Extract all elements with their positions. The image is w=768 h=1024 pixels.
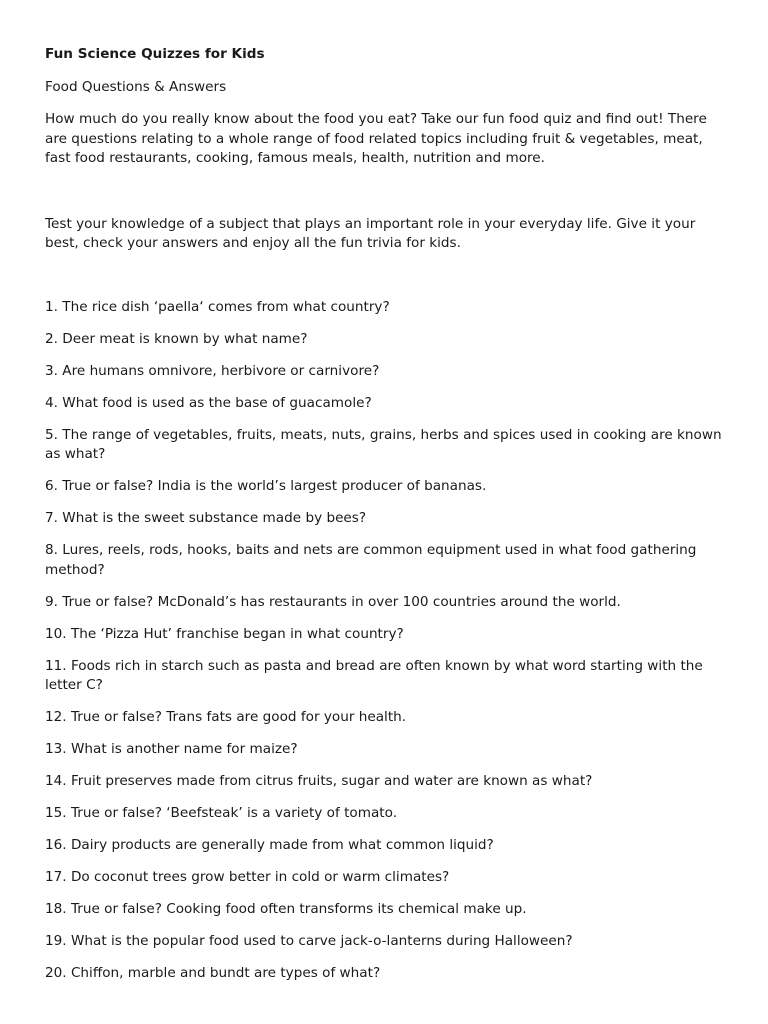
question-item: 11. Foods rich in starch such as pasta and bread are often known by what word starting with the letter C? — [45, 657, 703, 693]
question-item: 12. True or false? Trans fats are good for your health. — [45, 709, 407, 725]
question-item: 13. What is another name for maize? — [45, 741, 298, 757]
question-item: 10. The ‘Pizza Hut’ franchise began in what country? — [45, 625, 404, 642]
question-item: 3. Are humans omnivore, herbivore or carnivore? — [45, 362, 380, 379]
document-title: Fun Science Quizzes for Kids — [45, 46, 265, 62]
question-item: 4. What food is used as the base of guacamole? — [45, 394, 372, 411]
intro-paragraph: Test your knowledge of a subject that plays an important role in your everyday life. Give it your best, check your answers and enjoy all the fun trivia for kids. — [45, 215, 696, 251]
question-item: 16. Dairy products are generally made from what common liquid? — [45, 837, 494, 853]
question-item: 14. Fruit preserves made from citrus fruits, sugar and water are known as what? — [45, 773, 593, 789]
document-subtitle: Food Questions & Answers — [45, 78, 227, 95]
question-list — [45, 298, 728, 984]
question-item: 2. Deer meat is known by what name? — [45, 330, 308, 347]
question-item: 9. True or false? McDonald’s has restaurants in over 100 countries around the world. — [45, 593, 621, 610]
question-item: 18. True or false? Cooking food often transforms its chemical make up. — [45, 901, 527, 917]
intro-paragraph: How much do you really know about the food you eat? Take our fun food quiz and find out! There are questions relating to a whole range of food related topics including fruit & vegetables, meat, fast food restaurants, cooking, famous meals, health, nutrition and more. — [45, 111, 707, 166]
question-item: 5. The range of vegetables, fruits, meats, nuts, grains, herbs and spices used in cooking are known as what? — [45, 426, 722, 462]
question-item: 1. The rice dish ‘paella‘ comes from what country? — [45, 298, 390, 315]
question-item: 6. True or false? India is the world’s largest producer of bananas. — [45, 478, 487, 494]
question-item: 17. Do coconut trees grow better in cold or warm climates? — [45, 869, 450, 885]
question-item: 7. What is the sweet substance made by bees? — [45, 510, 367, 526]
question-item: 8. Lures, reels, rods, hooks, baits and nets are common equipment used in what food gathering method? — [45, 542, 697, 578]
question-item: 15. True or false? ‘Beefsteak’ is a variety of tomato. — [45, 805, 398, 821]
question-item: 20. Chiffon, marble and bundt are types of what? — [45, 965, 381, 981]
question-item: 19. What is the popular food used to carve jack-o-lanterns during Halloween? — [45, 933, 573, 949]
